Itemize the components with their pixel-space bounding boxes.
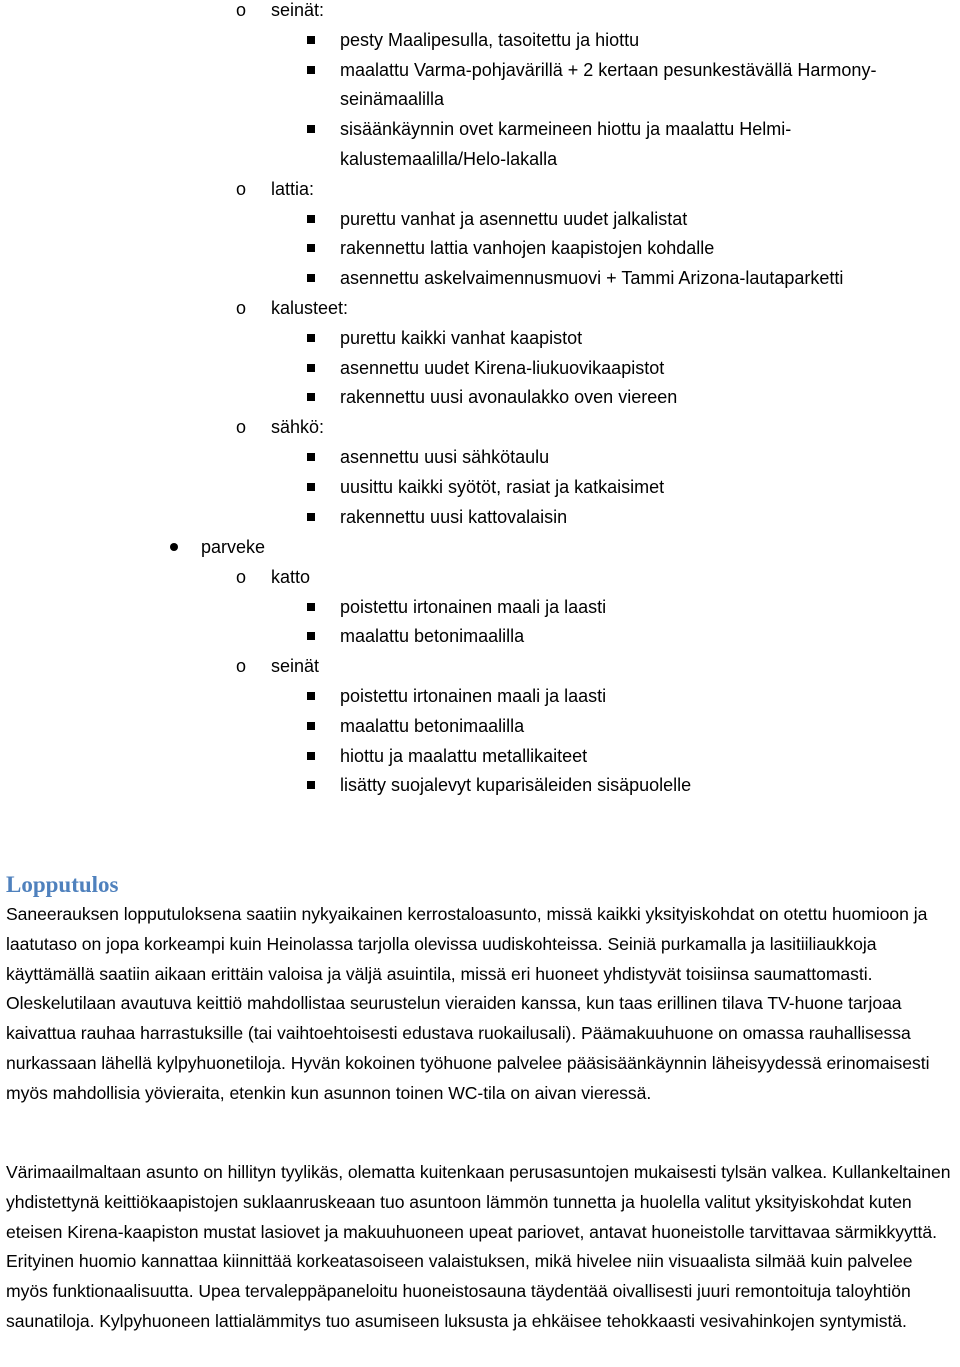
square-bullet-icon bbox=[307, 692, 315, 700]
outline-group-label: katto bbox=[271, 566, 311, 587]
paragraph-2: Värimaailmaltaan asunto on hillityn tyylikäs, olematta kuitenkaan perusasuntojen mukaisesti tylsän valkea. Kullankeltainen yhdistettynä keittiökaapistojen suklaanruskeaan tuo asuntoon lämmön tunnetta ja huolella valitut yksityiskohdat kuten eteisen Kirena-kaapiston mustat lasiovet ja makuuhuoneen upeat pariovet, antavat huoneistolle tarvittavaa särmikkyyttä. Erityinen huomio kannattaa kiinnittää korkeatasoiseen valaistuksen, mikä hivelee niin visuaalista silmää kuin palvelee myös funktionaalisuutta. Upea tervaleppäpaneloitu huoneistosauna täydentää oivallisesti juuri remontoituja taloyhtiön saunatiloja. Kylpyhuoneen lattialämmitys tuo asumiseen luksusta ja ehkäisee tehokkaasti vesivahinkojen syntymistä. bbox=[6, 1162, 951, 1331]
square-bullet-icon bbox=[307, 274, 315, 282]
square-bullet-icon bbox=[307, 752, 315, 760]
outline-item: kalustemaalilla/Helo-lakalla bbox=[340, 149, 558, 169]
square-bullet-icon bbox=[307, 453, 315, 461]
outline-group-label: seinät bbox=[271, 656, 320, 677]
circle-bullet-icon: o bbox=[236, 0, 247, 20]
outline-item: asennettu uudet Kirena-liukuovikaapistot bbox=[340, 357, 665, 378]
outline-item: rakennettu uusi avonaulakko oven viereen bbox=[340, 387, 678, 408]
outline-item: purettu vanhat ja asennettu uudet jalkalistat bbox=[340, 208, 688, 229]
outline-item: maalattu betonimaalilla bbox=[340, 715, 525, 736]
outline-item: poistettu irtonainen maali ja laasti bbox=[340, 596, 607, 617]
circle-bullet-icon: o bbox=[236, 566, 247, 587]
outline-item: uusittu kaikki syötöt, rasiat ja katkaisimet bbox=[340, 476, 665, 497]
outline-group-label: lattia: bbox=[271, 178, 315, 199]
square-bullet-icon bbox=[307, 244, 315, 252]
square-bullet-icon bbox=[307, 393, 315, 401]
outline-top-label: parveke bbox=[201, 536, 266, 557]
section-heading: Lopputulos bbox=[6, 872, 119, 897]
paragraph-1: Saneerauksen lopputuloksena saatiin nykyaikainen kerrostaloasunto, missä kaikki yksityiskohdat on otettu huomioon ja laatutaso on jopa korkeampi kuin Heinolassa tarjolla olevissa uudiskohteissa. Seiniä purkamalla ja lasitiiliaukkoja käyttämällä saatiin aikaan erittäin valoisa ja väljä asuintila, missä eri huoneet yhdistyvät toisiinsa saumattomasti. Oleskelutilaan avautuva keittiö mahdollistaa seurustelun vieraiden kanssa, kun taas erillinen tilava TV-huone tarjoaa kaivattua rauhaa harrastuksille (tai vaihtoehtoisesti edustava ruokailusali). Päämakuuhuone on omassa rauhallisessa nurkassaan lähellä kylpyhuonetiloja. Hyvän kokoinen työhuone palvelee pääsisäänkäynnin läheisyydessä erinomaisesti myös mahdollisia yövieraita, etenkin kun asunnon toinen WC-tila on aivan vieressä. bbox=[6, 904, 930, 1103]
circle-bullet-icon: o bbox=[236, 178, 247, 199]
square-bullet-icon bbox=[307, 334, 315, 342]
outline-item: hiottu ja maalattu metallikaiteet bbox=[340, 745, 588, 766]
outline-item: asennettu uusi sähkötaulu bbox=[340, 447, 550, 467]
square-bullet-icon bbox=[307, 513, 315, 521]
outline-item: sisäänkäynnin ovet karmeineen hiottu ja maalattu Helmi- bbox=[340, 119, 792, 140]
square-bullet-icon bbox=[307, 632, 315, 640]
outline-group-label: kalusteet: bbox=[271, 298, 349, 318]
square-bullet-icon bbox=[307, 781, 315, 789]
square-bullet-icon bbox=[307, 364, 315, 372]
circle-bullet-icon: o bbox=[236, 417, 247, 438]
outline-item: maalattu Varma-pohjavärillä + 2 kertaan pesunkestävällä Harmony- bbox=[340, 59, 877, 80]
outline-item: poistettu irtonainen maali ja laasti bbox=[340, 685, 607, 706]
outline-item: purettu kaikki vanhat kaapistot bbox=[340, 327, 583, 348]
square-bullet-icon bbox=[307, 483, 315, 491]
square-bullet-icon bbox=[307, 722, 315, 730]
outline-item: maalattu betonimaalilla bbox=[340, 626, 525, 647]
outline-item: rakennettu uusi kattovalaisin bbox=[340, 506, 568, 527]
outline-item: pesty Maalipesulla, tasoitettu ja hiottu bbox=[340, 29, 640, 50]
square-bullet-icon bbox=[307, 66, 315, 74]
outline-item: rakennettu lattia vanhojen kaapistojen kohdalle bbox=[340, 238, 715, 259]
square-bullet-icon bbox=[307, 603, 315, 611]
outline-item: seinämaalilla bbox=[340, 89, 445, 110]
outline-item: lisätty suojalevyt kuparisäleiden sisäpuolelle bbox=[340, 775, 692, 796]
square-bullet-icon bbox=[307, 125, 315, 133]
square-bullet-icon bbox=[307, 215, 315, 223]
outline-group-label: seinät: bbox=[271, 0, 325, 20]
square-bullet-icon bbox=[307, 36, 315, 44]
outline-item: asennettu askelvaimennusmuovi + Tammi Arizona-lautaparketti bbox=[340, 268, 844, 289]
outline-group-label: sähkö: bbox=[271, 417, 325, 438]
circle-bullet-icon: o bbox=[236, 656, 247, 677]
circle-bullet-icon: o bbox=[236, 298, 247, 318]
disc-bullet-icon bbox=[170, 543, 178, 551]
